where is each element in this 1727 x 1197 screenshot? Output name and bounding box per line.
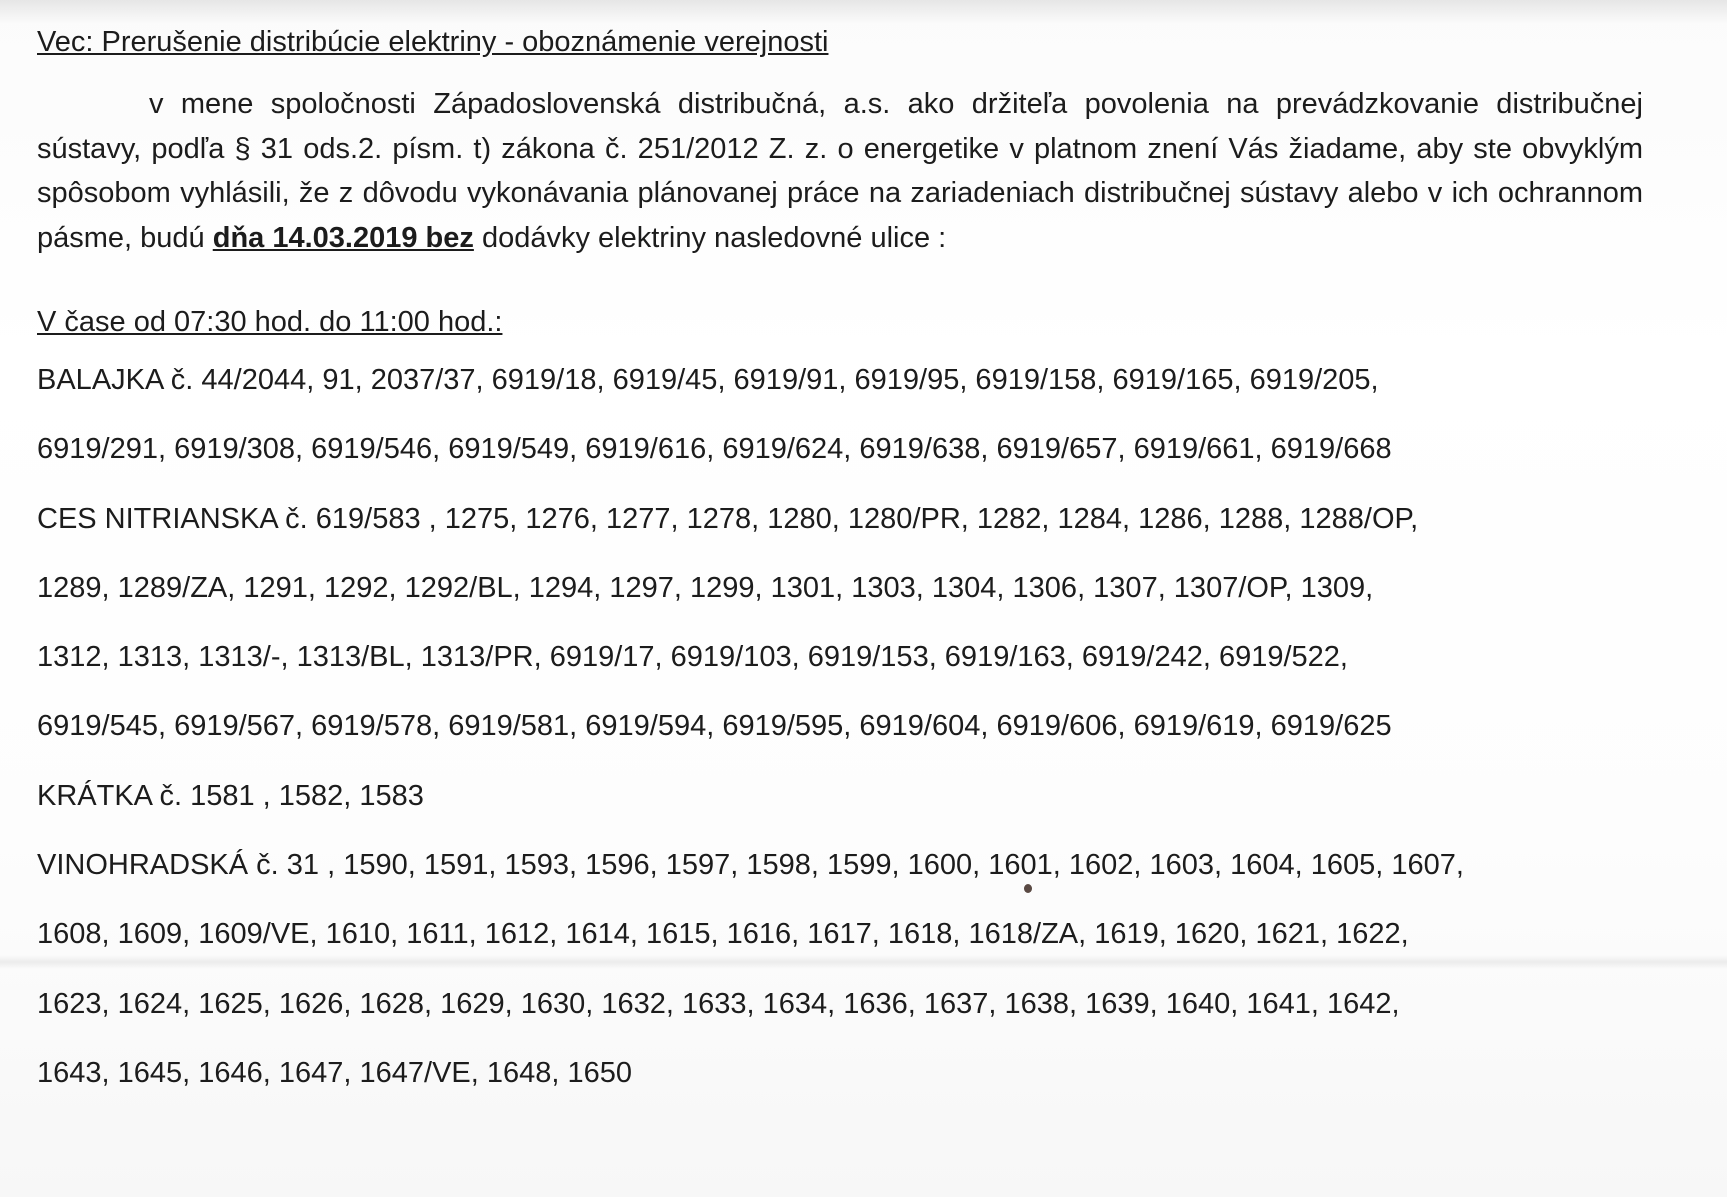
intro-text-after: dodávky elektriny nasledovné ulice : (473, 221, 947, 254)
street-line: VINOHRADSKÁ č. 31 , 1590, 1591, 1593, 1596, 1597, 1598, 1599, 1600, 1601, 1602, 1603, 1604, 1605, 1607, (37, 849, 1464, 882)
street-line: BALAJKA č. 44/2044, 91, 2037/37, 6919/18, 6919/45, 6919/91, 6919/95, 6919/158, 6919/165, 6919/205, (37, 364, 1379, 396)
scan-fold-top (0, 0, 1727, 24)
street-line: 1643, 1645, 1646, 1647, 1647/VE, 1648, 1650 (37, 1056, 633, 1089)
subject-line: Vec: Prerušenie distribúcie elektriny - oboznámenie verejnosti (37, 26, 829, 58)
street-line: 1289, 1289/ZA, 1291, 1292, 1292/BL, 1294, 1297, 1299, 1301, 1303, 1304, 1306, 1307, 1307/OP, 1309, (37, 571, 1374, 604)
scan-ink-speck (1024, 884, 1032, 893)
street-line: 6919/545, 6919/567, 6919/578, 6919/581, 6919/594, 6919/595, 6919/604, 6919/606, 6919/619, 6919/625 (37, 710, 1392, 743)
intro-paragraph (37, 82, 1643, 260)
time-window-heading: V čase od 07:30 hod. do 11:00 hod.: (37, 306, 503, 338)
street-list (37, 360, 1643, 1122)
intro-text-before: v mene spoločnosti Západoslovenská distribučná, a.s. ako držiteľa povolenia na prevádzkovanie distribučnej sústavy, podľa § 31 ods.2. písm. t) zákona č. 251/2012 Z. z. o energetike v platnom znení Vás žiadame, aby ste obvyklým spôsobom vyhlásili, že z dôvodu vykonávania plánovanej práce na zariadeniach distribučnej sústavy alebo v ich ochrannom pásme, budú (37, 88, 1643, 254)
letter-body (37, 22, 1643, 1122)
street-line: CES NITRIANSKA č. 619/583 , 1275, 1276, 1277, 1278, 1280, 1280/PR, 1282, 1284, 1286, 1288, 1288/OP, (37, 502, 1419, 535)
outage-date: dňa 14.03.2019 bez (212, 221, 474, 254)
street-line: 1623, 1624, 1625, 1626, 1628, 1629, 1630, 1632, 1633, 1634, 1636, 1637, 1638, 1639, 1640, 1641, 1642, (37, 987, 1400, 1020)
street-line: 1312, 1313, 1313/-, 1313/BL, 1313/PR, 6919/17, 6919/103, 6919/153, 6919/163, 6919/242, 6919/522, (37, 641, 1348, 674)
street-line: 1608, 1609, 1609/VE, 1610, 1611, 1612, 1614, 1615, 1616, 1617, 1618, 1618/ZA, 1619, 1620, 1621, 1622, (37, 918, 1409, 951)
street-line: 6919/291, 6919/308, 6919/546, 6919/549, 6919/616, 6919/624, 6919/638, 6919/657, 6919/661, 6919/668 (37, 433, 1392, 466)
street-line: KRÁTKA č. 1581 , 1582, 1583 (37, 779, 424, 812)
